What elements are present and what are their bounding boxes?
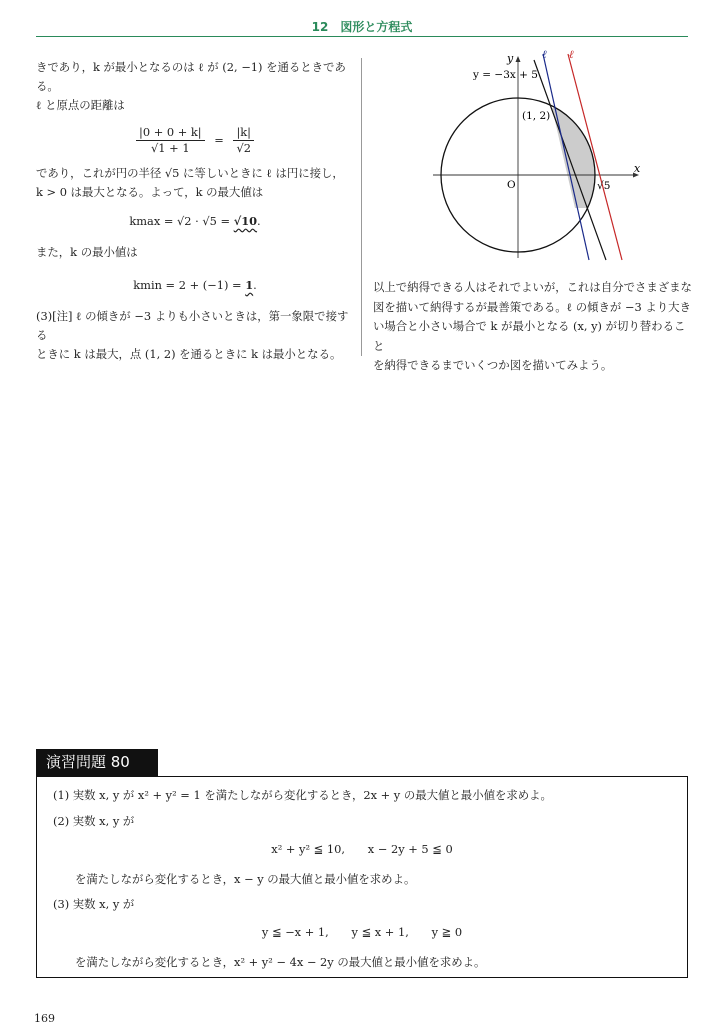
y-axis-arrow <box>516 56 521 62</box>
kmin-formula: kmin = 2 + (−1) = 1. <box>133 278 257 292</box>
question-3-ask: を満たしながら変化するとき，x² + y² − 4x − 2y の最大値と最小値を求めよ。 <box>75 955 486 969</box>
distance-formula: $\frac{|0 + 0 + k|}{√1 + 1}$ = $\frac{|k|}{√2}$ <box>36 125 354 156</box>
text-line: また，k の最小値は <box>36 245 138 259</box>
text-line: ときに k は最大，点 (1, 2) を通るときに k は最小となる。 <box>36 347 342 361</box>
question-3: (3) 実数 x, y が <box>53 897 135 911</box>
y-axis-label: y <box>507 52 514 65</box>
fraction-1: $\frac{|0 + 0 + k|}{√1 + 1}$ <box>136 125 205 156</box>
text-line: k > 0 は最大となる。よって，k の最大値は <box>36 185 264 199</box>
line-label-red: ℓ <box>569 48 574 61</box>
text-line: を納得できるまでいくつか図を描いてみよう。 <box>373 358 613 372</box>
kmax-answer: √10 <box>233 214 258 228</box>
sqrt5-label: √5 <box>597 180 611 192</box>
text-line: であり，これが円の半径 √5 に等しいときに ℓ は円に接し， <box>36 166 344 180</box>
text-line: 以上で納得できる人はそれでよいが，これは自分でさまざまな <box>373 280 692 294</box>
text-line: 図を描いて納得するが最善策である。ℓ の傾きが −3 より大き <box>373 299 691 314</box>
page-header <box>36 14 688 37</box>
question-1: (1) 実数 x, y が x² + y² = 1 を満たしながら変化するとき，2x + y の最大値と最小値を求めよ。 <box>53 788 552 802</box>
line-label-blue: ℓ <box>542 48 547 61</box>
right-column-text <box>373 278 695 376</box>
left-column <box>36 58 354 364</box>
text-line: きであり，k が最小となるのは ℓ が (2, −1) を通るときである。 <box>36 60 346 93</box>
origin-label: O <box>507 179 516 191</box>
fraction-2: $\frac{|k|}{√2}$ <box>233 125 254 156</box>
exercise-tab: 演習問題 80 <box>36 749 158 776</box>
question-2: (2) 実数 x, y が <box>53 814 135 828</box>
point-label: (1, 2) <box>522 110 551 122</box>
exercise-box <box>36 776 688 978</box>
x-axis-label: x <box>634 162 641 175</box>
question-3-condition: y ≦ −x + 1, y ≦ x + 1, y ≧ 0 <box>261 925 463 939</box>
chapter-title: 12 図形と方程式 <box>311 20 413 34</box>
shaded-region <box>552 108 611 208</box>
kmin-answer: 1 <box>245 278 254 292</box>
question-2-condition: x² + y² ≦ 10, x − 2y + 5 ≦ 0 <box>271 842 453 856</box>
text-line: い場合と小さい場合で k が最小となる (x, y) が切り替わること <box>373 319 686 353</box>
page-number: 169 <box>34 1012 55 1025</box>
circle-line-figure <box>425 48 655 268</box>
text-line: ℓ と原点の距離は <box>36 98 125 112</box>
column-divider <box>361 58 362 356</box>
question-2-ask: を満たしながら変化するとき，x − y の最大値と最小値を求めよ。 <box>75 872 416 886</box>
kmax-formula: kmax = √2 · √5 = √10. <box>129 214 261 228</box>
text-line: (3)[注] ℓ の傾きが −3 よりも小さいときは，第一象限で接する <box>36 309 349 342</box>
line-equation: y = −3x + 5 <box>473 69 538 81</box>
